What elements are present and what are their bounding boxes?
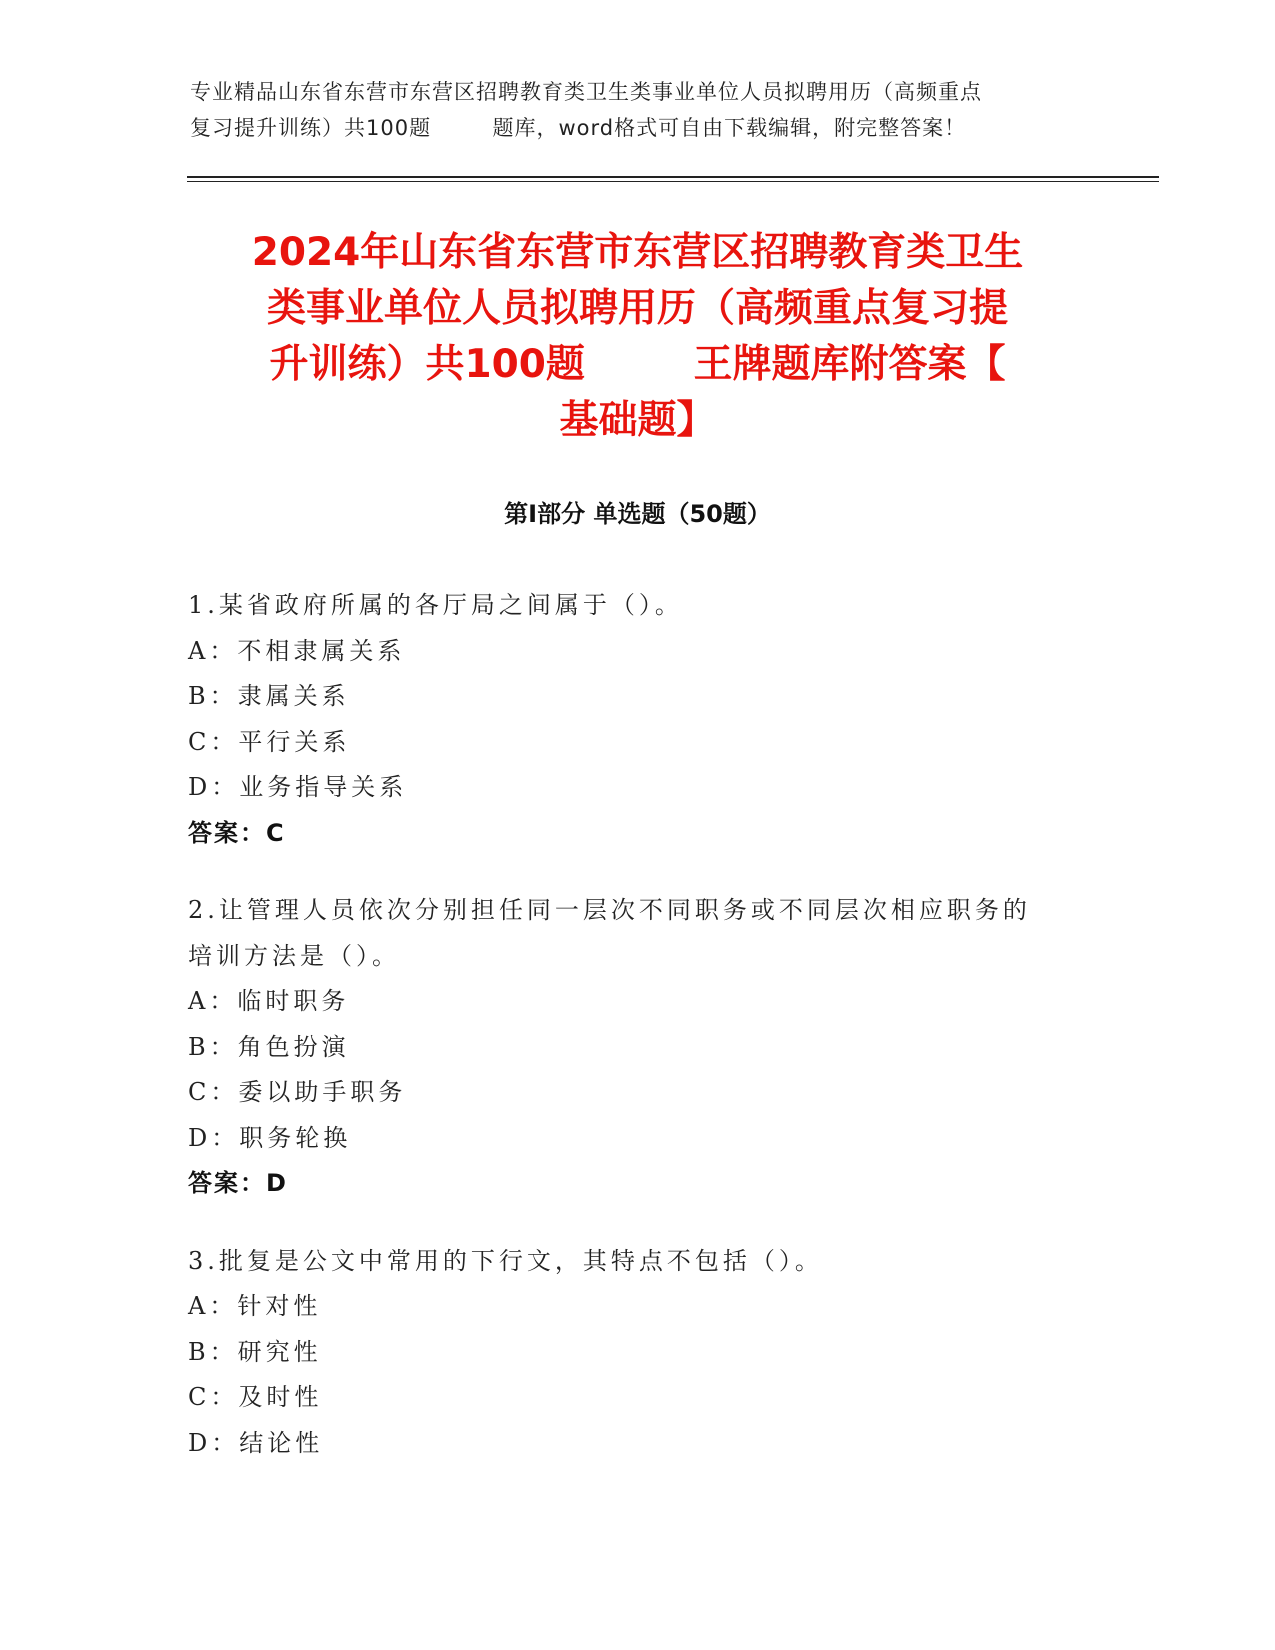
option-d: D：结论性 — [188, 1428, 324, 1457]
document-title — [150, 225, 1125, 449]
option-c: C：及时性 — [188, 1383, 323, 1411]
question-stem-continued: 培训方法是（）。 — [188, 941, 400, 970]
option-b: B：角色扮演 — [188, 1032, 350, 1061]
title-line-4: 基础题】 — [559, 398, 716, 443]
option-a: A：临时职务 — [188, 987, 350, 1015]
header-divider-thin — [187, 181, 1159, 182]
page-header — [190, 74, 1090, 146]
answer-line: 答案：C — [188, 818, 286, 847]
question-3 — [188, 1239, 1088, 1467]
option-c: C：委以助手职务 — [188, 1078, 407, 1106]
option-d: D：业务指导关系 — [188, 773, 408, 801]
question-2 — [188, 888, 1088, 1207]
question-stem: 2.让管理人员依次分别担任同一层次不同职务或不同层次相应职务的 — [188, 896, 1031, 924]
section-heading: 第Ⅰ部分 单选题（50题） — [504, 500, 771, 528]
option-d: D：职务轮换 — [188, 1123, 352, 1152]
option-a: A：针对性 — [188, 1292, 322, 1320]
option-b: B：隶属关系 — [188, 682, 350, 710]
header-divider-thick — [187, 176, 1159, 178]
question-stem: 3.批复是公文中常用的下行文，其特点不包括（）。 — [188, 1246, 823, 1275]
option-c: C：平行关系 — [188, 727, 351, 756]
option-b: B：研究性 — [188, 1337, 322, 1366]
question-stem: 1.某省政府所属的各厅局之间属于（）。 — [188, 591, 683, 619]
title-line-3: 升训练）共100题 王牌题库附答案【 — [269, 342, 1006, 387]
answer-line: 答案：D — [188, 1169, 288, 1197]
header-line-2: 复习提升训练）共100题 题库，word格式可自由下载编辑，附完整答案！ — [190, 116, 967, 140]
question-list — [188, 583, 1088, 1498]
header-line-1: 专业精品山东省东营市东营区招聘教育类卫生类事业单位人员拟聘用历（高频重点 — [190, 80, 982, 104]
option-a: A：不相隶属关系 — [188, 636, 406, 665]
question-1 — [188, 583, 1088, 856]
title-line-2: 类事业单位人员拟聘用历（高频重点复习提 — [266, 286, 1008, 331]
title-line-1: 2024年山东省东营市东营区招聘教育类卫生 — [251, 230, 1024, 275]
